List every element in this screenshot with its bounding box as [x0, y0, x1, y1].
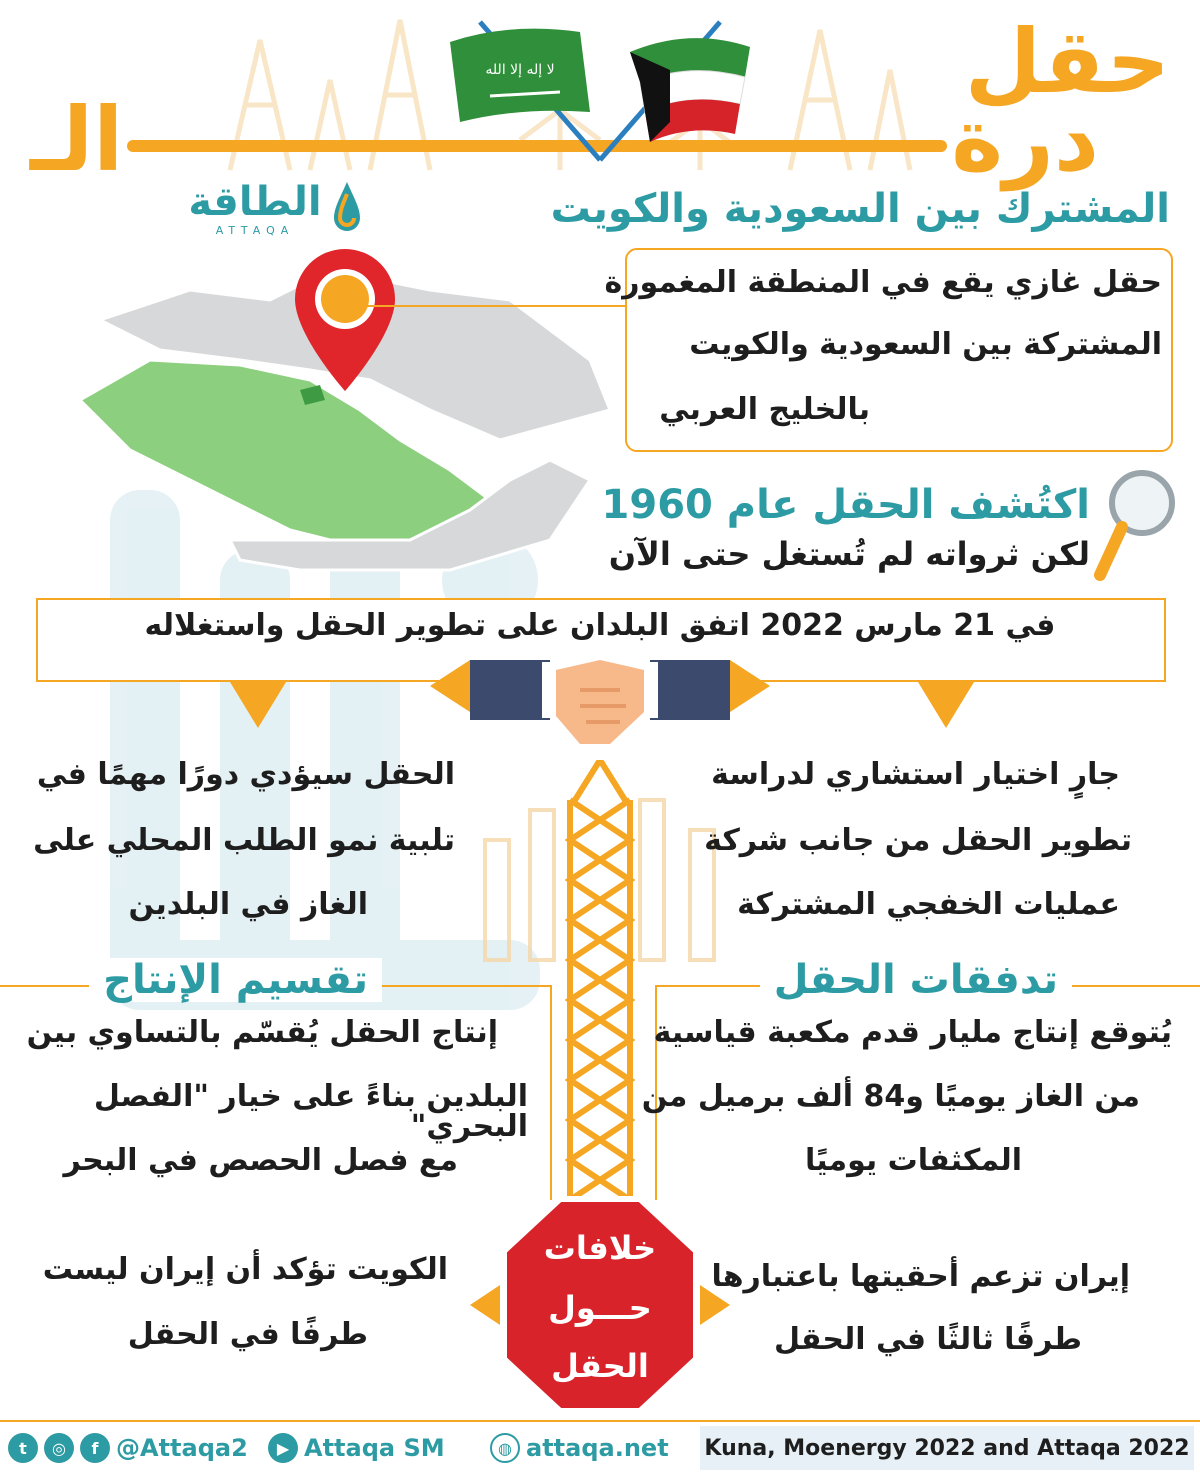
- location-pin-icon: [290, 245, 400, 395]
- arrow-down-right-icon: [918, 682, 974, 728]
- field-flows-line-3: المكثفات يوميًا: [805, 1143, 1022, 1178]
- source-text: Kuna, Moenergy 2022 and Attaqa 2022: [704, 1435, 1190, 1461]
- left-top-line-1: الحقل سيؤدي دورًا مهمًا في: [36, 757, 455, 792]
- youtube-group[interactable]: [268, 1430, 445, 1466]
- agreement-text: في 21 مارس 2022 اتفق البلدان على تطوير الحقل واستغلاله: [144, 608, 1056, 643]
- dispute-left-line-1: الكويت تؤكد أن إيران ليست: [42, 1252, 448, 1287]
- facebook-icon[interactable]: f: [80, 1433, 110, 1463]
- brand-name: الطاقة: [188, 179, 322, 225]
- production-split-line-3: مع فصل الحصص في البحر: [63, 1143, 458, 1178]
- description-line-2: المشتركة بين السعودية والكويت: [689, 327, 1162, 362]
- dispute-sign-line-2: حـــول: [548, 1289, 652, 1327]
- source-credit: [700, 1426, 1194, 1470]
- dispute-left-line-2: طرفًا في الحقل: [127, 1317, 368, 1352]
- brand-latin: ATTAQA: [215, 224, 295, 237]
- title-line-1: حقل: [964, 10, 1170, 113]
- left-top-line-2: تلبية نمو الطلب المحلي على: [33, 823, 455, 858]
- field-flows-line-2: من الغاز يوميًا و84 ألف برميل من: [641, 1079, 1140, 1114]
- magnifier-icon: [1090, 465, 1180, 585]
- subtitle: المشترك بين السعودية والكويت: [550, 186, 1170, 232]
- website-group[interactable]: [490, 1430, 669, 1466]
- website-link[interactable]: attaqa.net: [526, 1434, 669, 1462]
- title-line-2-end: درة: [951, 88, 1100, 191]
- discovery-title: اكتُشف الحقل عام 1960: [601, 482, 1090, 528]
- social-handle-group[interactable]: [8, 1430, 248, 1466]
- arrow-down-left-icon: [230, 682, 286, 728]
- description-line-1: حقل غازي يقع في المنطقة المغمورة: [604, 265, 1162, 300]
- field-flows-title: تدفقات الحقل: [760, 958, 1072, 1002]
- production-split-line-1: إنتاج الحقل يُقسّم بالتساوي بين: [26, 1015, 498, 1050]
- field-flows-line-1: يُتوقع إنتاج مليار قدم مكعبة قياسية: [653, 1015, 1172, 1050]
- youtube-channel[interactable]: Attaqa SM: [304, 1434, 445, 1462]
- svg-text:ﻻ إله إلا الله: ﻻ إله إلا الله: [485, 62, 555, 78]
- dispute-sign-line-3: الحقل: [551, 1347, 649, 1385]
- left-top-line-3: الغاز في البلدين: [128, 887, 368, 922]
- discovery-subtitle: لكن ثرواته لم تُستغل حتى الآن: [608, 535, 1090, 573]
- social-handle[interactable]: @Attaqa2: [116, 1434, 248, 1462]
- oil-drop-icon: [330, 180, 364, 236]
- production-split-line-2: البلدين بناءً على خيار "الفصل البحري": [93, 1079, 528, 1144]
- instagram-icon[interactable]: ◎: [44, 1433, 74, 1463]
- title-line-2-start: الـ: [30, 88, 124, 191]
- right-top-line-1: جارٍ اختيار استشاري لدراسة: [711, 757, 1120, 792]
- dispute-right-line-2: طرفًا ثالثًا في الحقل: [774, 1322, 1082, 1357]
- handshake-icon: [430, 640, 770, 760]
- footer-divider: [0, 1420, 1200, 1422]
- right-top-line-3: عمليات الخفجي المشتركة: [737, 887, 1120, 922]
- brand-logo: [180, 180, 380, 238]
- description-line-3: بالخليج العربي: [659, 392, 870, 427]
- right-top-line-2: تطوير الحقل من جانب شركة: [704, 823, 1132, 858]
- youtube-icon[interactable]: ▶: [268, 1433, 298, 1463]
- globe-icon[interactable]: ◍: [490, 1433, 520, 1463]
- pin-connector-line: [360, 305, 625, 307]
- twitter-icon[interactable]: t: [8, 1433, 38, 1463]
- dispute-sign-line-1: خلافات: [543, 1229, 657, 1267]
- crossed-flags-icon: [440, 12, 760, 162]
- production-split-title: تقسيم الإنتاج: [89, 958, 382, 1002]
- dispute-right-line-1: إيران تزعم أحقيتها باعتبارها: [711, 1259, 1130, 1294]
